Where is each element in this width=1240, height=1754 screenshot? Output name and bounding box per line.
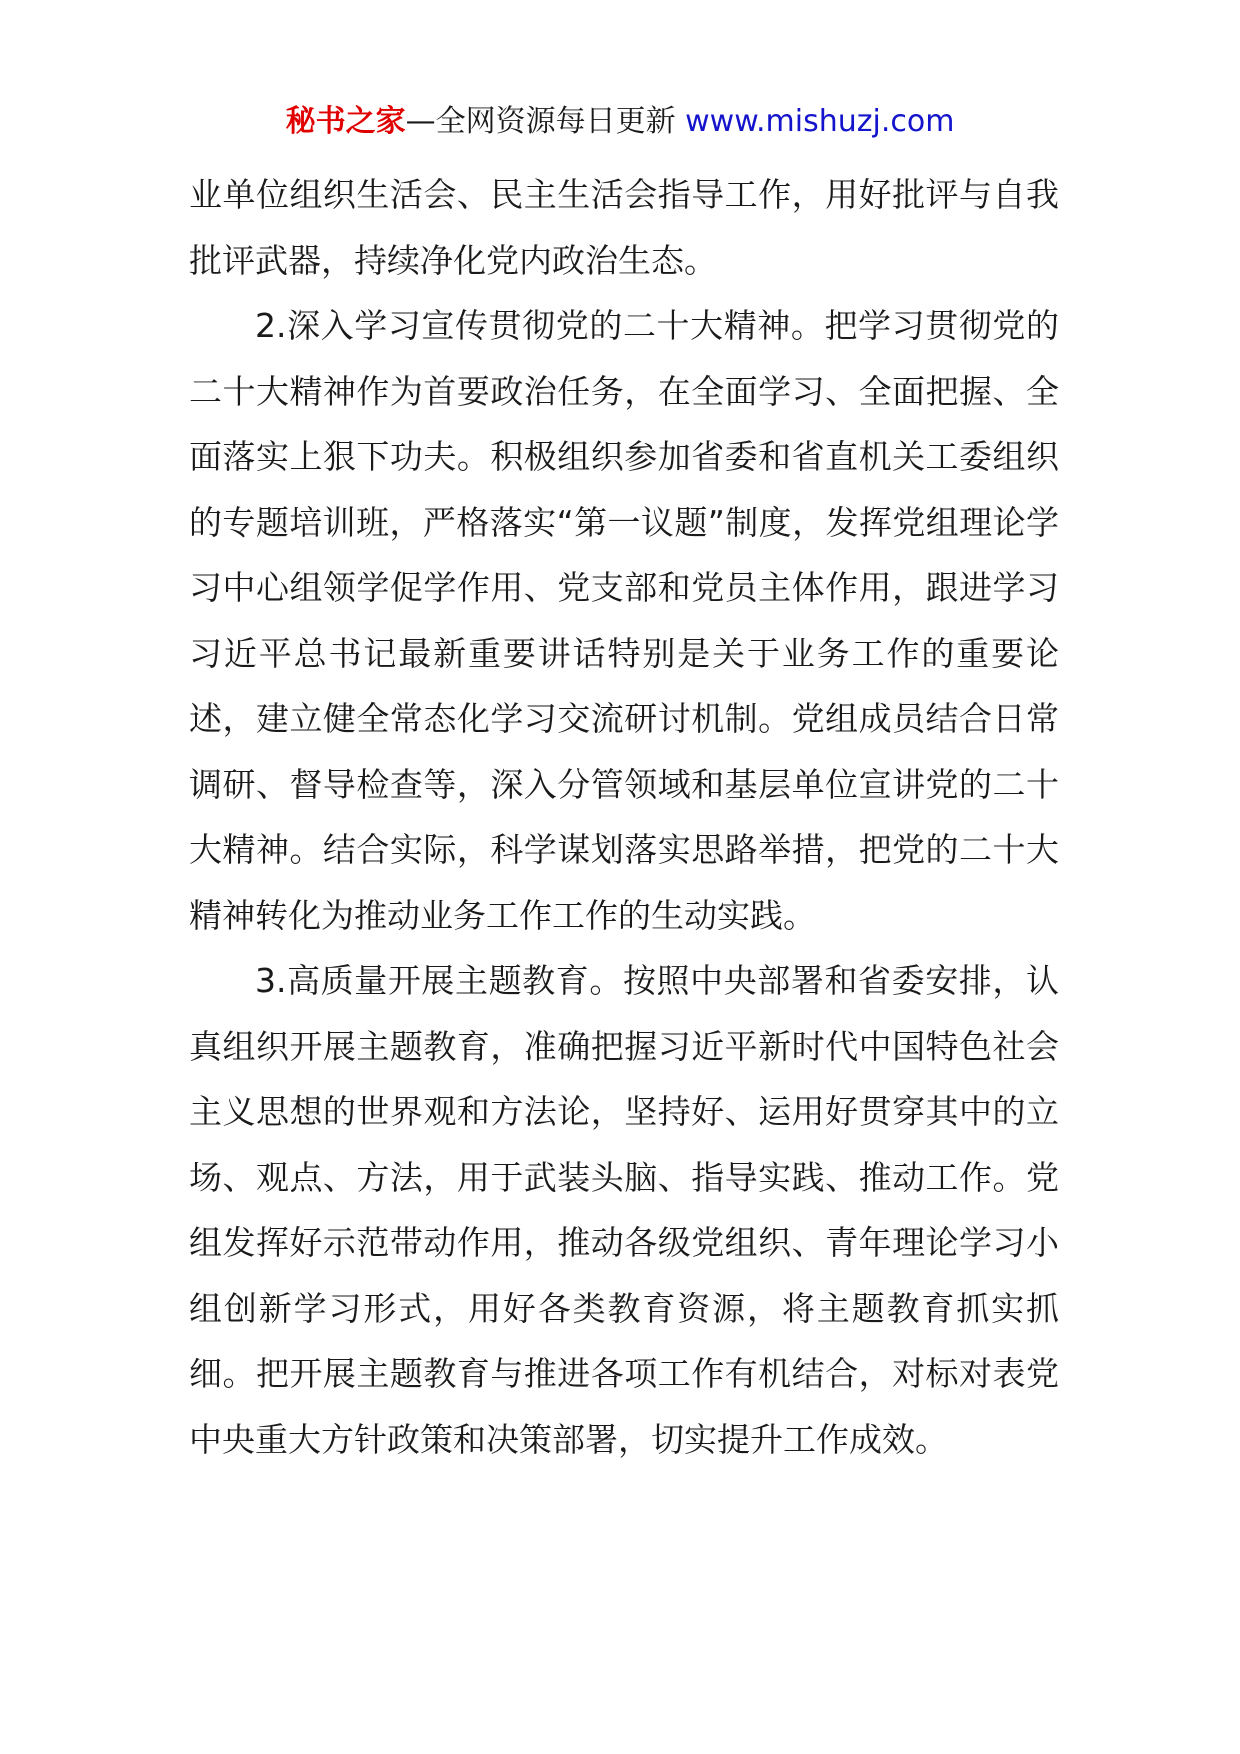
paragraph-section-2: 2.深入学习宣传贯彻党的二十大精神。把学习贯彻党的二十大精神作为首要政治任务，在全面学习、全面把握、全面落实上狠下功夫。积极组织参加省委和省直机关工委组织的专题培训班，严格落实“第一议题”制度，发挥党组理论学习中心组领学促学作用、党支部和党员主体作用，跟进学习习近平总书记最新重要讲话特别是关于业务工作的重要论述，建立健全常态化学习交流研讨机制。党组成员结合日常调研、督导检查等，深入分管领域和基层单位宣讲党的二十大精神。结合实际，科学谋划落实思路举措，把党的二十大精神转化为推动业务工作工作的生动实践。: [189, 306, 1059, 935]
header-tagline: —全网资源每日更新: [405, 104, 676, 139]
paragraph-section-3: 3.高质量开展主题教育。按照中央部署和省委安排，认真组织开展主题教育，准确把握习近平新时代中国特色社会主义思想的世界观和方法论，坚持好、运用好贯穿其中的立场、观点、方法，用于武装头脑、指导实践、推动工作。党组发挥好示范带动作用，推动各级党组织、青年理论学习小组创新学习形式，用好各类教育资源，将主题教育抓实抓细。把开展主题教育与推进各项工作有机结合，对标对表党中央重大方针政策和决策部署，切实提升工作成效。: [189, 961, 1059, 1459]
document-body: [189, 162, 1059, 1472]
brand-name: 秘书之家: [285, 104, 406, 139]
website-url[interactable]: www.mishuzj.com: [685, 104, 955, 139]
page-header: [0, 100, 1240, 144]
paragraph-continuation: 业单位组织生活会、民主生活会指导工作，用好批评与自我批评武器，持续净化党内政治生态。: [189, 175, 1059, 280]
